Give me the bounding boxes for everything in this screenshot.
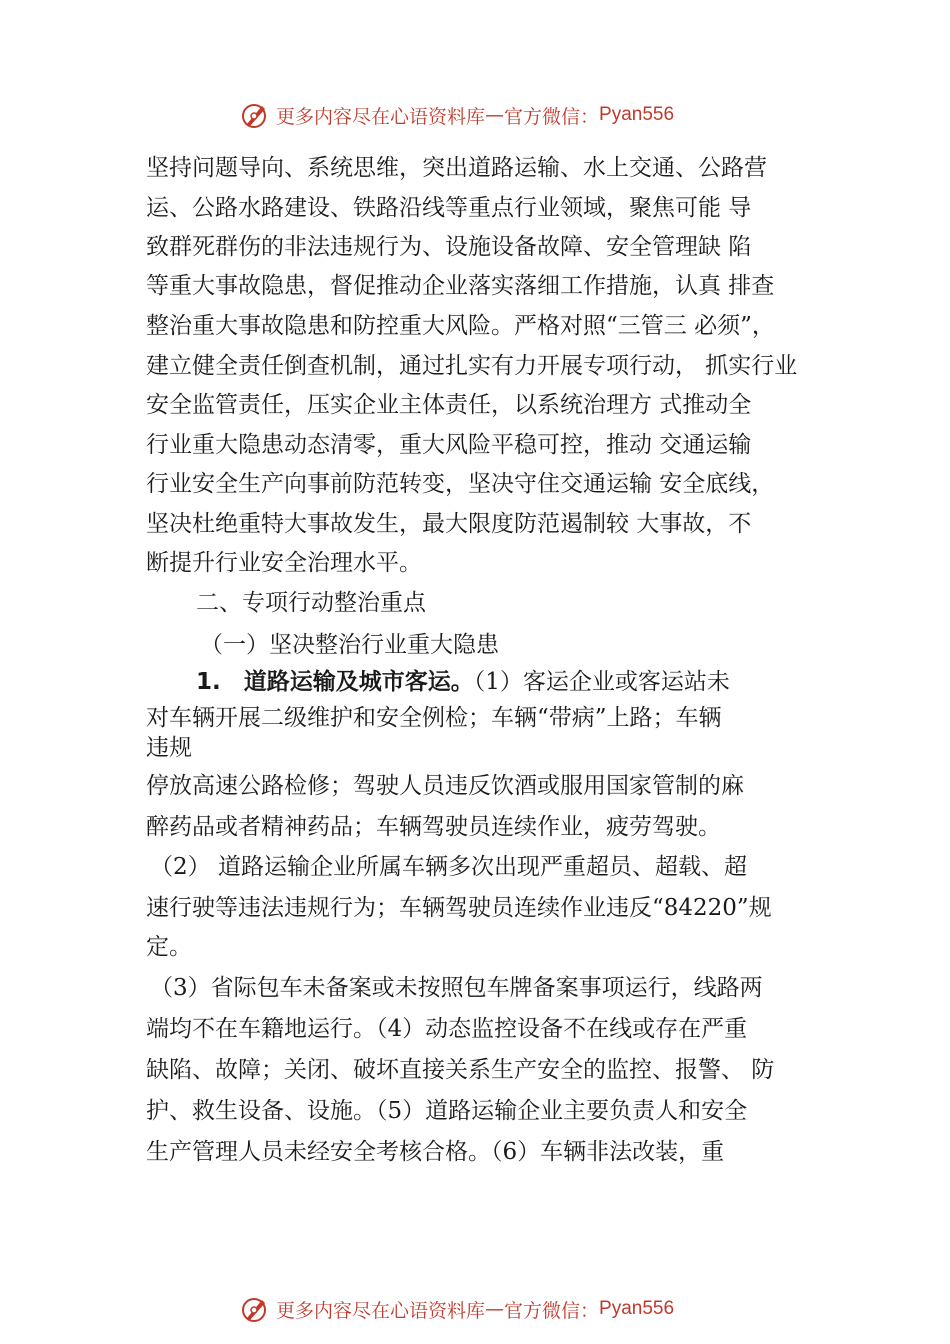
item1-line: 护、救生设备、设施。（5）道路运输企业主要负责人和安全 [146,1098,748,1124]
paragraph1-line: 致群死群伤的非法违规行为、设施设备故障、安全管理缺 陷 [146,234,752,260]
paragraph1-line: 坚持问题导向、系统思维，突出道路运输、水上交通、公路营 [146,155,767,181]
header-watermark [240,98,674,132]
paragraph1-line: 行业重大隐患动态清零，重大风险平稳可控，推动 交通运输 [146,432,752,458]
item1-line: 违规 [146,735,192,761]
paragraph1-line: 行业安全生产向事前防范转变，坚决守住交通运输 安全底线， [146,471,775,497]
item1-line: 对车辆开展二级维护和安全例检；车辆“带病”上路；车辆 [146,705,722,731]
header-separator: — [485,104,505,126]
item1-line: 定。 [146,934,192,960]
item1-line: 端均不在车籍地运行。（4）动态监控设备不在线或存在严重 [146,1016,748,1042]
item1-line: （1）客运企业或客运站未 [473,669,730,695]
paragraph1-line: 断提升行业安全治理水平。 [146,550,422,576]
subsection-heading: （一）坚决整治行业重大隐患 [200,632,499,658]
item1-line: 生产管理人员未经安全考核合格。（6）车辆非法改装，重 [146,1139,725,1165]
paragraph1-line: 等重大事故隐患，督促推动企业落实落细工作措施，认真 排查 [146,273,775,299]
item1-line: 醉药品或者精神药品；车辆驾驶员连续作业，疲劳驾驶。 [146,814,721,840]
paragraph1-line: 运、公路水路建设、铁路沿线等重点行业领域，聚焦可能 导 [146,195,752,221]
paragraph1-line: 安全监管责任，压实企业主体责任，以系统治理方 式推动全 [146,392,752,418]
item1-line: 速行驶等违法违规行为；车辆驾驶员连续作业违反“84220”规 [146,895,772,921]
item1-line: 缺陷、故障；关闭、破坏直接关系生产安全的监控、报警、 防 [146,1057,775,1083]
pen-circle-logo-icon [240,100,270,130]
item1-first-line [196,667,730,697]
footer-separator: — [485,1298,505,1320]
paragraph1-line: 坚决杜绝重特大事故发生，最大限度防范遏制较 大事故，不 [146,511,752,537]
section-heading: 二、专项行动整治重点 [196,590,426,616]
footer-wechat-handle: Pyan556 [599,1298,675,1319]
footer-watermark [240,1292,674,1326]
item1-line: （3）省际包车未备案或未按照包车牌备案事项运行，线路两 [150,975,763,1001]
header-wechat-handle: Pyan556 [599,104,675,125]
item1-lead: 1. 道路运输及城市客运。 [196,669,474,695]
item1-line: （2） 道路运输企业所属车辆多次出现严重超员、超载、超 [150,854,747,880]
header-watermark-text: 更多内容尽在心语资料库 [276,105,486,128]
footer-wechat-label: 官方微信： [504,1299,600,1322]
paragraph1-line: 整治重大事故隐患和防控重大风险。严格对照“三管三 必须”， [146,313,775,339]
paragraph1-line: 建立健全责任倒查机制，通过扎实有力开展专项行动， 抓实行业 [146,353,798,379]
item1-line: 停放高速公路检修；驾驶人员违反饮酒或服用国家管制的麻 [146,773,744,799]
pen-circle-logo-icon [240,1294,270,1324]
header-wechat-label: 官方微信： [504,105,600,128]
footer-watermark-text: 更多内容尽在心语资料库 [276,1299,486,1322]
